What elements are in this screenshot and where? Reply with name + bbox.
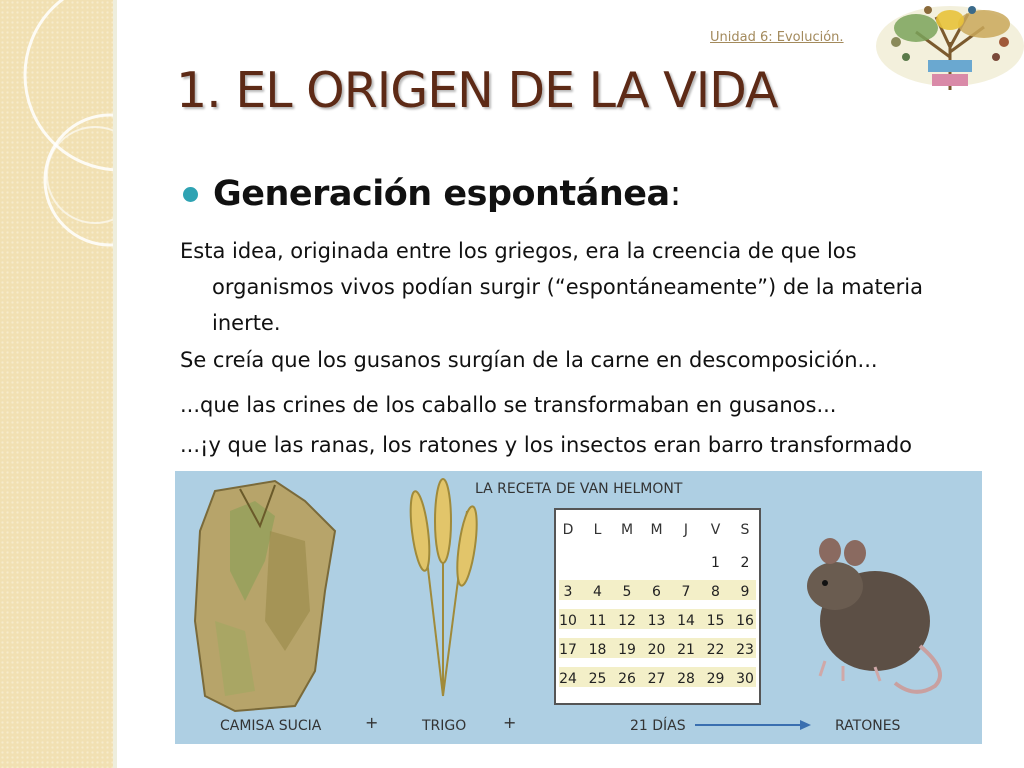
calendar-day-number: 13 (647, 613, 666, 629)
paragraph-1-line-1: Esta idea, originada entre los griegos, era la creencia de que los (180, 239, 857, 263)
calendar-day-number: 24 (559, 671, 577, 687)
calendar-day-number: 7 (681, 584, 691, 600)
calendar-day-number: 25 (588, 671, 607, 687)
calendar-day-number: 2 (740, 555, 750, 571)
shirt-label: CAMISA SUCIA (220, 718, 322, 734)
bullet-heading-colon: : (669, 174, 681, 214)
calendar-day-number: 15 (706, 613, 725, 629)
arrow-icon (695, 720, 811, 730)
calendar-day-number: 16 (736, 613, 754, 629)
paragraph-2: Se creía que los gusanos surgían de la carne en descomposición... (180, 348, 878, 372)
calendar-day-header: V (710, 522, 721, 538)
calendar-day-header: L (593, 522, 602, 538)
calendar-day-number: 23 (736, 642, 754, 658)
paragraph-4: ...¡y que las ranas, los ratones y los insectos eran barro transformado (180, 433, 913, 457)
left-band-edge (113, 0, 117, 768)
paragraph-1-line-2: organismos vivos podían surgir (“espontáneamente”) de la materia (212, 275, 923, 299)
wheat-icon (407, 479, 480, 696)
calendar-day-number: 27 (647, 671, 666, 687)
calendar-day-number: 29 (706, 671, 725, 687)
decorative-circles (0, 0, 113, 768)
calendar-day-number: 11 (588, 613, 607, 629)
paragraph-3: ...que las crines de los caballo se transformaban en gusanos... (180, 393, 837, 417)
slide-title: 1. EL ORIGEN DE LA VIDA (176, 62, 778, 119)
bullet-heading-text: Generación espontánea (213, 174, 670, 214)
calendar-day-number: 26 (618, 671, 636, 687)
circle-bullet-icon (183, 187, 198, 202)
wheat-label: TRIGO (422, 718, 467, 734)
paragraph-1 (180, 233, 980, 341)
unit-link[interactable]: Unidad 6: Evolución. (710, 30, 844, 45)
calendar-day-number: 5 (622, 584, 632, 600)
calendar-day-header: M (620, 522, 634, 538)
mouse-icon (807, 538, 940, 692)
calendar-day-number: 12 (618, 613, 636, 629)
calendar-day-number: 19 (618, 642, 636, 658)
calendar-day-number: 28 (677, 671, 695, 687)
days-label: 21 DÍAS (630, 718, 686, 734)
calendar-week-band (559, 551, 756, 571)
calendar-day-number: 17 (559, 642, 577, 658)
dirty-shirt-icon (195, 481, 335, 711)
calendar-day-number: 6 (652, 584, 661, 600)
calendar-day-number: 1 (711, 555, 720, 571)
plus-sign-2: + (503, 713, 517, 732)
calendar-day-number: 14 (677, 613, 695, 629)
calendar-day-number: 22 (706, 642, 725, 658)
calendar-day-number: 30 (736, 671, 754, 687)
left-decorative-band (0, 0, 113, 768)
calendar-day-number: 10 (559, 613, 577, 629)
mice-label: RATONES (835, 718, 901, 734)
figure-title: LA RECETA DE VAN HELMONT (475, 481, 683, 497)
calendar-day-number: 3 (563, 584, 573, 600)
calendar-day-header: J (683, 522, 689, 538)
calendar-day-header: D (562, 522, 574, 538)
paragraph-1-line-3: inerte. (212, 311, 281, 335)
calendar-day-number: 18 (588, 642, 607, 658)
calendar-day-number: 9 (740, 584, 750, 600)
calendar-day-header: S (740, 522, 750, 538)
evolution-tree-image (876, 2, 1024, 94)
recipe-illustration (175, 471, 982, 744)
calendar-day-number: 20 (647, 642, 666, 658)
calendar-day-number: 21 (677, 642, 695, 658)
calendar-day-number: 4 (593, 584, 602, 600)
bullet-heading (213, 174, 681, 214)
calendar-day-number: 8 (711, 584, 720, 600)
van-helmont-recipe-figure (175, 471, 982, 744)
plus-sign-1: + (365, 713, 379, 732)
calendar-day-header: M (650, 522, 663, 538)
